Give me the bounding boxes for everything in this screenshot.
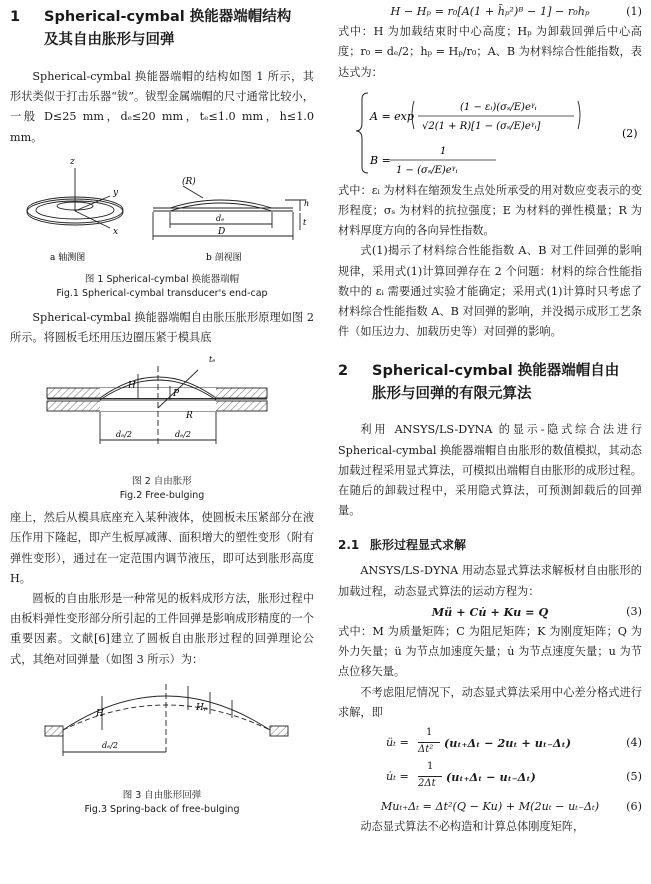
- section-title-line: Spherical-cymbal 换能器端帽自由: [372, 363, 620, 380]
- section-2-title: [338, 360, 642, 406]
- equation-2-drawing: [338, 87, 642, 177]
- figure-1-caption-cn: 图 1 Spherical-cymbal 换能器端帽: [84, 274, 240, 286]
- equation-expression: Mü + Cu̇ + Ku = Q: [431, 604, 549, 619]
- axis-y-label: y: [113, 187, 119, 198]
- Hp-label: Hₚ: [196, 702, 208, 713]
- die-assembly: [47, 366, 267, 446]
- section-view: [153, 186, 305, 240]
- figure-2: [10, 348, 314, 502]
- t-label: t: [303, 217, 307, 227]
- eq2-A-numerator: (1 − εᵢ)(σₛ/E)eᵞᵢ: [460, 101, 537, 113]
- eq5-fraction-numerator: 1: [427, 761, 434, 773]
- figure-1: [10, 148, 314, 298]
- equation-number: (4): [626, 736, 642, 750]
- de-half-label-right: dₑ/2: [175, 430, 192, 440]
- eq5-lhs: u̇ₜ =: [386, 770, 409, 784]
- eq2-B-denominator: 1 − (σₛ/E)eᵞᵢ: [396, 164, 458, 176]
- equation-5: [338, 761, 642, 793]
- section-number: 2: [338, 363, 349, 380]
- R-label: R: [186, 411, 193, 422]
- P-label: P: [173, 389, 180, 400]
- section-title-line: 及其自由胀形与回弹: [44, 32, 175, 48]
- h-label: h: [304, 198, 310, 208]
- paragraph: Spherical-cymbal 换能器端帽自由胀压胀形原理如图 2 所示。将圆板毛坯用压边圈压紧于模具底: [10, 310, 314, 345]
- axis-z-label: z: [70, 156, 75, 167]
- subsection-number: 2.1: [338, 538, 360, 553]
- subsection-2-1-title: [338, 535, 642, 555]
- paragraph: 式(1)揭示了材料综合性能指数 A、B 对工件回弹的影响规律，采用式(1)计算回弹存在 2 个问题：材料的综合性能指数中的 εᵢ 需要通过实验才能确定；采用式(1)计算时只考虑了材料综合性能指数 A、B 对回弹的影响，并没揭示成形工艺条件（如压边力、加载历史等）对回弹的影响。: [338, 244, 642, 339]
- axonometric-view: [27, 168, 123, 228]
- paragraph: 式中：M 为质量矩阵；C 为阻尼矩阵；K 为刚度矩阵；Q 为外力矢量；ü 为节点加速度矢量；u̇ 为节点速度矢量；u 为节点位移矢量。: [338, 625, 642, 679]
- figure-3-drawing: [10, 670, 314, 762]
- paragraph: 式中：εᵢ 为材料在缩颈发生点处所承受的用对数应变表示的变形程度；σₛ 为材料的抗拉强度；E 为材料的弹性模量；R 为材料厚度方向的各向异性指数。: [338, 183, 642, 238]
- paragraph: 不考虑阻尼情况下，动态显式算法采用中心差分格式进行求解，即: [338, 685, 642, 719]
- section-title-line: 胀形与回弹的有限元算法: [372, 386, 532, 403]
- eq5-rhs: (uₜ₊Δₜ − uₜ₋Δₜ): [446, 770, 536, 785]
- eq4-lhs: üₜ =: [386, 736, 409, 750]
- subfigure-a-label: a 轴测图: [50, 252, 86, 263]
- figure-2-caption-en: Fig.2 Free-bulging: [119, 490, 205, 502]
- equation-4: [338, 727, 642, 759]
- eq2-A-lhs: A = exp: [370, 109, 414, 123]
- equation-expression: Muₜ₊Δₜ = Δt²(Q − Ku) + M(2uₜ − uₜ₋Δₜ): [380, 800, 600, 814]
- D-label: D: [218, 226, 226, 237]
- equation-number: (2): [622, 126, 638, 140]
- equation-6: [338, 797, 642, 817]
- figure-3-caption-cn: 图 3 自由胀形回弹: [122, 790, 202, 802]
- figure-1-caption-en: Fig.1 Spherical-cymbal transducer's end-cap: [56, 288, 268, 300]
- paragraph: 圆板的自由胀形是一种常见的板料成形方法，胀形过程中由板料弹性变形部分所引起的工件回弹是影响成形精度的一个重要因素。文献[6]建立了圆板自由胀形过程的回弹理论公式，其绝对回弹量（如图 3 所示）为：: [10, 592, 314, 666]
- de-half-label: dₑ/2: [102, 740, 119, 750]
- equation-2: [338, 87, 642, 177]
- paragraph: 座上，然后从模具底座充入某种液体，使圆板未压紧部分在液压作用下隆起，即产生板厚减薄、面积增大的塑性变形（附有弹性变形），通过在一定范围内调节液压，即可达到胀形高度 H。: [10, 511, 314, 585]
- section-title-line: Spherical-cymbal 换能器端帽结构: [44, 9, 292, 25]
- eq4-rhs: (uₜ₊Δₜ − 2uₜ + uₜ₋Δₜ): [444, 736, 572, 751]
- H-label: H: [96, 708, 104, 719]
- paragraph: 式中：H 为加载结束时中心高度；Hₚ 为卸载回弹后中心高度；r₀ = dₑ/2；hₚ = Hₚ/r₀；A、B 为材料综合性能指数，表达式为：: [338, 25, 642, 79]
- equation-3: [338, 602, 642, 622]
- equation-number: (1): [626, 5, 642, 18]
- de-label: dₑ: [216, 213, 225, 223]
- left-column: [10, 0, 314, 816]
- figure-3: [10, 670, 314, 816]
- paragraph: ANSYS/LS-DYNA 用动态显式算法求解板材自由胀形的加载过程，动态显式算法的运动方程为：: [338, 564, 642, 598]
- eq4-fraction-numerator: 1: [426, 727, 433, 739]
- equation-number: (3): [626, 604, 642, 618]
- subfigure-b-label: b 剖视图: [206, 252, 242, 263]
- paragraph: 利用 ANSYS/LS-DYNA 的显示-隐式综合法进行 Spherical-cymbal 换能器端帽自由胀形的数值模拟，其动态加载过程采用显式算法，可模拟出端帽自由胀形的成形过程。在随后的卸载过程中，采用隐式算法，可预测卸载后的回弹量。: [338, 423, 642, 518]
- paragraph: 动态显式算法不必构造和计算总体刚度矩阵，: [360, 820, 585, 834]
- eq4-fraction-denominator: Δt²: [418, 744, 434, 756]
- equation-expression: H − Hₚ = r₀[A(1 + h̄ₚ²)ᴮ − 1] − r₀hₚ: [390, 5, 590, 18]
- figure-1-drawing: [10, 148, 314, 266]
- de-half-label-left: dₑ/2: [116, 430, 133, 440]
- eq2-A-denominator: √2(1 + R)[1 − (σₛ/E)eᵞᵢ]: [422, 120, 541, 132]
- section-1-title: [10, 6, 314, 52]
- equation-number: (5): [626, 770, 642, 784]
- equation-1: [338, 2, 642, 22]
- H-label: H: [128, 381, 136, 392]
- figure-2-caption-cn: 图 2 自由胀形: [132, 476, 192, 488]
- eq5-fraction-denominator: 2Δt: [418, 778, 436, 790]
- springback-diagram: [45, 684, 288, 756]
- eq2-B-numerator: 1: [440, 145, 447, 157]
- paragraph: Spherical-cymbal 换能器端帽的结构如图 1 所示，其形状类似于打击乐器“钹”。钹型金属端帽的尺寸通常比较小，一般 D≤25 mm，dₑ≤20 mm，tₑ≤1.0 mm，h≤1.0 mm。: [10, 70, 314, 144]
- right-column: [338, 0, 642, 837]
- equation-number: (6): [626, 800, 642, 814]
- te-label: tₑ: [209, 355, 216, 365]
- eq2-B-lhs: B =: [370, 153, 391, 167]
- axis-x-label: x: [113, 226, 119, 237]
- figure-2-drawing: [10, 348, 314, 458]
- subsection-title-text: 胀形过程显式求解: [370, 538, 467, 553]
- radius-label: (R): [182, 176, 196, 187]
- section-number: 1: [10, 9, 21, 25]
- figure-3-caption-en: Fig.3 Spring-back of free-bulging: [84, 804, 240, 816]
